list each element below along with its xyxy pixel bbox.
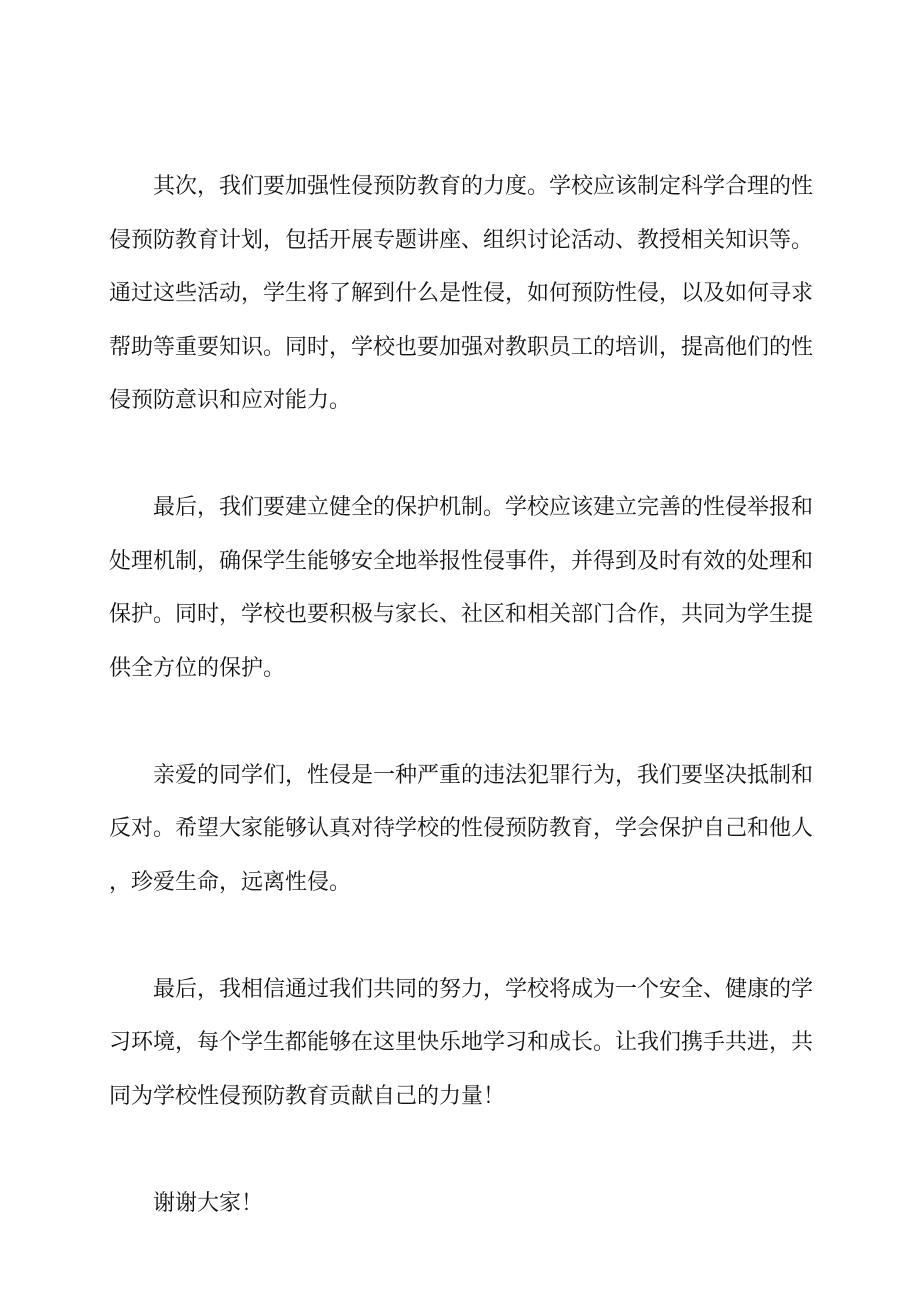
paragraph-appeal-to-students: 亲爱的同学们，性侵是一种严重的违法犯罪行为，我们要坚决抵制和反对。希望大家能够认真对待学校的性侵预防教育，学会保护自己和他人，珍爱生命，远离性侵。 — [109, 762, 814, 895]
paragraph-closing-hope: 最后，我相信通过我们共同的努力，学校将成为一个安全、健康的学习环境，每个学生都能够在这里快乐地学习和成长。让我们携手共进，共同为学校性侵预防教育贡献自己的力量！ — [109, 976, 814, 1109]
paragraph-prevention-education: 其次，我们要加强性侵预防教育的力度。学校应该制定科学合理的性侵预防教育计划，包括开展专题讲座、组织讨论活动、教授相关知识等。通过这些活动，学生将了解到什么是性侵，如何预防性侵，以及如何寻求帮助等重要知识。同时，学校也要加强对教职员工的培训，提高他们的性侵预防意识和应对能力。 — [109, 174, 814, 413]
paragraph-protection-mechanism: 最后，我们要建立健全的保护机制。学校应该建立完善的性侵举报和处理机制，确保学生能够安全地举报性侵事件，并得到及时有效的处理和保护。同时，学校也要积极与家长、社区和相关部门合作，共同为学生提供全方位的保护。 — [109, 495, 814, 681]
paragraph-thanks: 谢谢大家！ — [153, 1190, 264, 1216]
document-body — [109, 160, 813, 1230]
